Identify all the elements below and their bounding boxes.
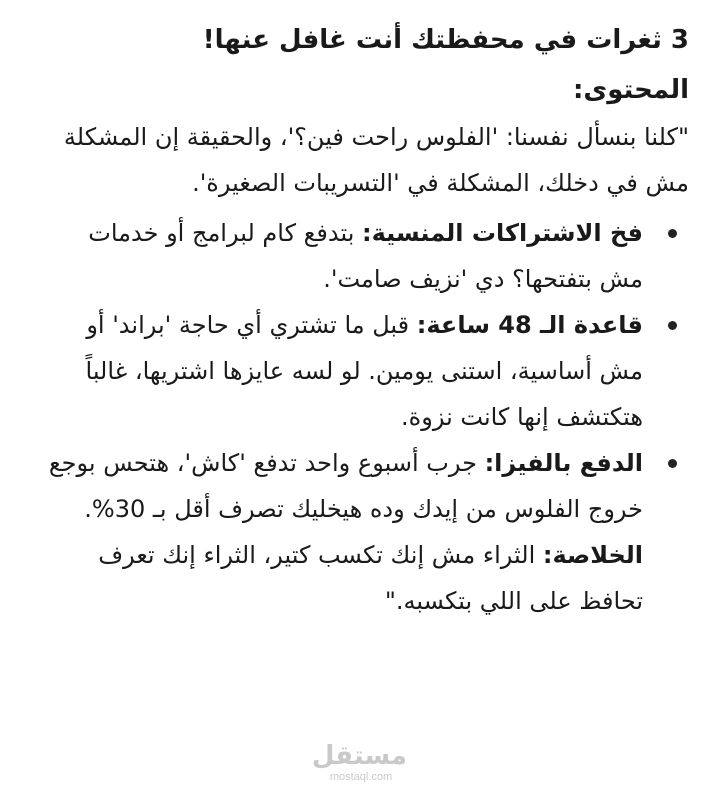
conclusion-label: الخلاصة: <box>542 541 643 569</box>
intro-paragraph: "كلنا بنسأل نفسنا: 'الفلوس راحت فين؟'، والحقيقة إن المشكلة مش في دخلك، المشكلة في 'التسريبات الصغيرة'. <box>63 123 689 197</box>
bullet-icon <box>668 459 677 468</box>
list-item <box>39 302 689 440</box>
list-item <box>39 210 689 302</box>
tips-list <box>39 210 689 624</box>
list-item <box>39 440 689 624</box>
tip-text: قبل ما تشتري أي حاجة 'براند' أو مش أساسية، استنى يومين. لو لسه عايزها اشتريها، غالباً هتكتشف إنها كانت نزوة. <box>85 311 643 431</box>
watermark-latin: mostaql.com <box>329 771 393 783</box>
tip-heading: الدفع بالفيزا: <box>484 449 643 477</box>
tip-heading: قاعدة الـ 48 ساعة: <box>416 311 643 339</box>
content-label: المحتوى: <box>573 75 689 105</box>
tip-text: بتدفع كام لبرامج أو خدمات مش بتفتحها؟ دي 'نزيف صامت'. <box>88 219 643 293</box>
document-body <box>39 20 689 624</box>
watermark-arabic: مستقل <box>311 741 407 771</box>
bullet-icon <box>668 321 677 330</box>
tip-heading: فخ الاشتراكات المنسية: <box>362 219 643 247</box>
bullet-icon <box>668 229 677 238</box>
mostaql-watermark <box>311 741 407 784</box>
post-title: 3 ثغرات في محفظتك أنت غافل عنها! <box>202 25 689 55</box>
conclusion-text: الثراء مش إنك تكسب كتير، الثراء إنك تعرف تحافظ على اللي بتكسبه." <box>98 541 643 615</box>
tip-text: جرب أسبوع واحد تدفع 'كاش'، هتحس بوجع خروج الفلوس من إيدك وده هيخليك تصرف أقل بـ 30%. <box>48 449 643 523</box>
